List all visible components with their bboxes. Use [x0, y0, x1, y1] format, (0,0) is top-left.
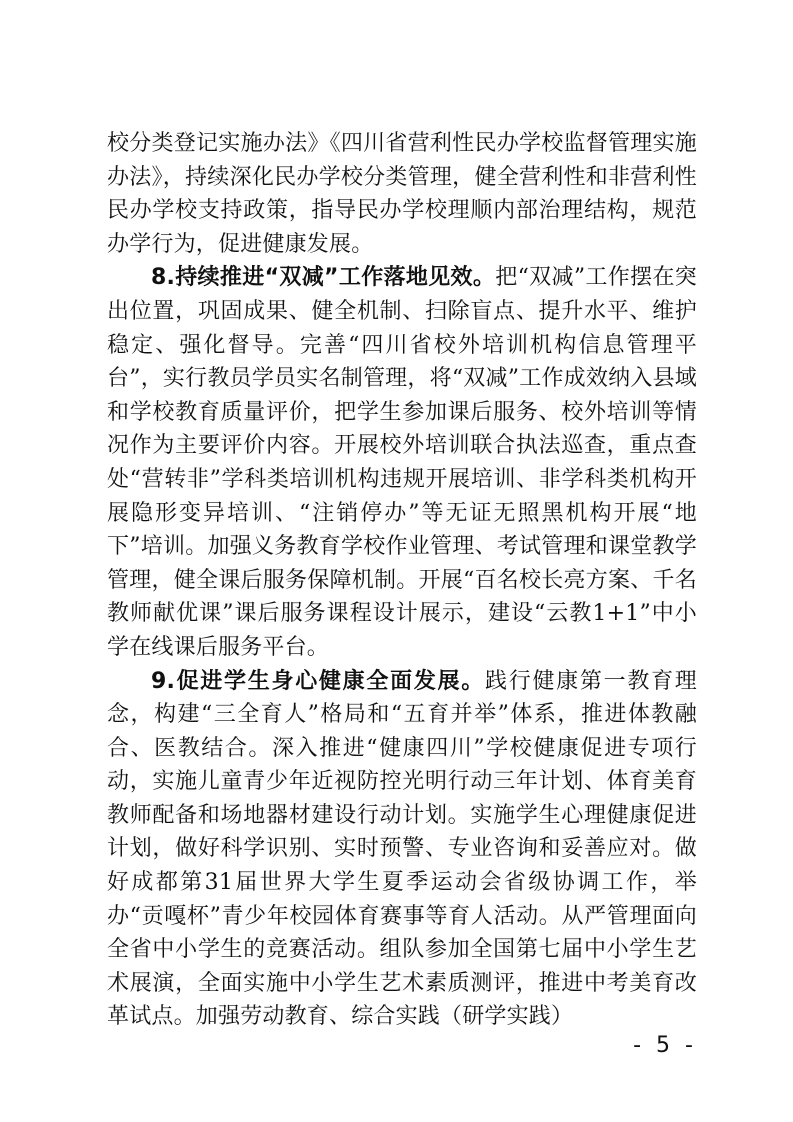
paragraph-text: 校分类登记实施办法》《四川省营利性民办学校监督管理实施办法》，持续深化民办学校分类管理，健全营利性和非营利性民办学校支持政策，指导民办学校理顺内部治理结构，规范办学行为，促进健康发展。: [107, 131, 697, 257]
paragraph-student-health: [107, 665, 697, 1035]
section-heading: 8.持续推进“双减”工作落地见效。: [151, 265, 496, 291]
paragraph-text: 践行健康第一教育理念，构建“三全育人”格局和“五育并举”体系，推进体教融合、医教结合。深入推进“健康四川”学校健康促进专项行动，实施儿童青少年近视防控光明行动三年计划、体育美育教师配备和场地器材建设行动计划。实施学生心理健康促进计划，做好科学识别、实时预警、专业咨询和妥善应对。做好成都第31届世界大学生夏季运动会省级协调工作，举办“贡嘎杯”青少年校园体育赛事等育人活动。从严管理面向全省中小学生的竞赛活动。组队参加全国第七届中小学生艺术展演，全面实施中小学生艺术素质测评，推进中考美育改革试点。加强劳动教育、综合实践（研学实践）: [107, 668, 697, 1030]
paragraph-continuation: [107, 127, 697, 261]
section-heading: 9.促进学生身心健康全面发展。: [151, 668, 485, 694]
paragraph-double-reduction: [107, 261, 697, 664]
paragraph-text: 把“双减”工作摆在突出位置，巩固成果、健全机制、扫除盲点、提升水平、维护稳定、强化督导。完善“四川省校外培训机构信息管理平台”，实行教员学员实名制管理，将“双减”工作成效纳入县域和学校教育质量评价，把学生参加课后服务、校外培训等情况作为主要评价内容。开展校外培训联合执法巡查，重点查处“营转非”学科类培训机构违规开展培训、非学科类机构开展隐形变异培训、“注销停办”等无证无照黑机构开展“地下”培训。加强义务教育学校作业管理、考试管理和课堂教学管理，健全课后服务保障机制。开展“百名校长亮方案、千名教师献优课”课后服务课程设计展示，建设“云教1+1”中小学在线课后服务平台。: [107, 265, 697, 660]
document-body: [107, 127, 697, 1034]
page-number: - 5 -: [633, 1033, 697, 1058]
